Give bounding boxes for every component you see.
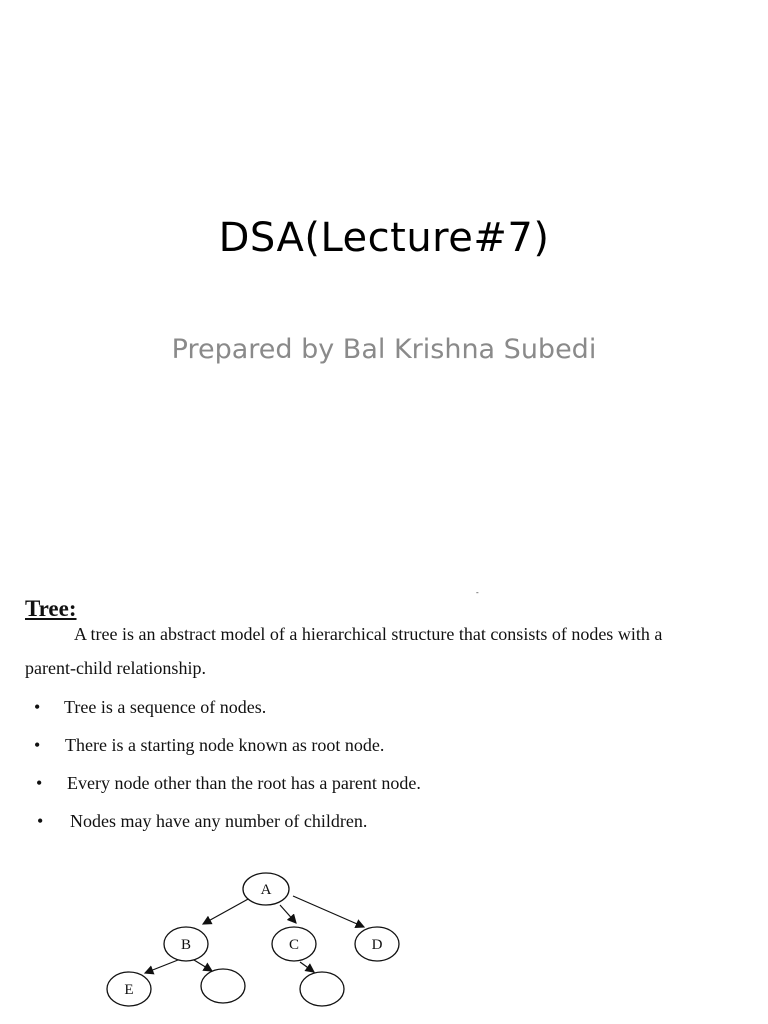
slide-title: DSA(Lecture#7) (218, 215, 550, 261)
section-heading: Tree: (25, 596, 77, 621)
node-label-d: D (371, 937, 383, 953)
bullet-marker: • (34, 735, 41, 755)
edge-a-d (293, 896, 364, 927)
node-label-a: A (260, 882, 272, 898)
bullet-text: Nodes may have any number of children. (70, 811, 368, 831)
stray-mark: - (476, 588, 479, 597)
edge-b-child (194, 960, 212, 971)
bullet-text: There is a starting node known as root node. (65, 735, 385, 755)
node-label-e: E (124, 982, 134, 998)
edge-a-b (203, 898, 250, 924)
bullet-text: Every node other than the root has a parent node. (67, 773, 421, 793)
tree-slide (0, 560, 768, 1024)
bullet-marker: • (36, 773, 43, 793)
node-label-b: B (180, 937, 192, 953)
edge-a-c (280, 905, 296, 923)
intro-line-2: parent-child relationship. (25, 658, 206, 678)
node-label-c: C (288, 937, 300, 953)
tree-node-empty (300, 972, 344, 1006)
slide-subtitle: Prepared by Bal Krishna Subedi (171, 334, 597, 365)
tree-node-empty (201, 969, 245, 1003)
edge-c-child (300, 962, 314, 972)
bullet-marker: • (34, 697, 41, 717)
tree-diagram (100, 865, 420, 1010)
bullet-text: Tree is a sequence of nodes. (64, 697, 267, 717)
bullet-marker: • (37, 811, 44, 831)
edge-b-e (145, 960, 178, 973)
intro-line-1: A tree is an abstract model of a hierarchical structure that consists of nodes with a (74, 624, 663, 644)
